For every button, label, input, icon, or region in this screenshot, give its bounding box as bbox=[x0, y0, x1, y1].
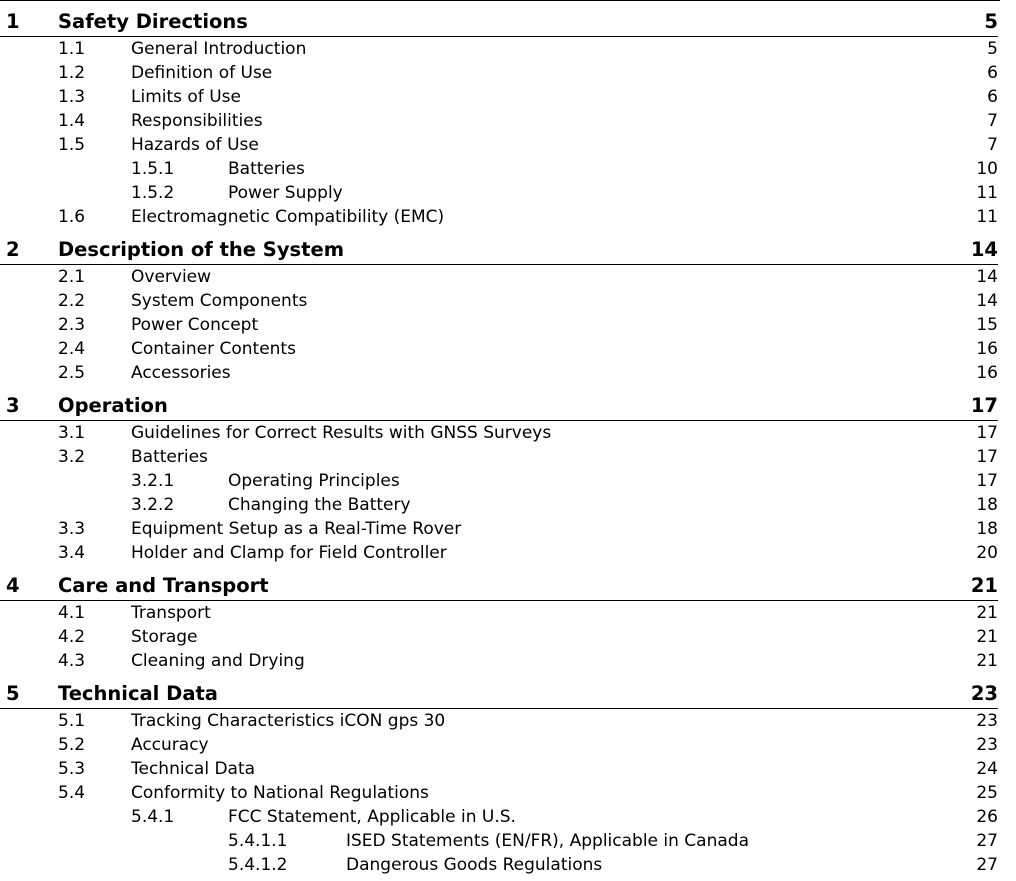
toc-entry-page: 23 bbox=[976, 735, 998, 755]
toc-entry-number: 2.4 bbox=[58, 339, 86, 359]
toc-chapter-entry[interactable] bbox=[0, 574, 1000, 601]
toc-entry-number: 4.2 bbox=[58, 627, 86, 647]
toc-section-entry[interactable] bbox=[0, 445, 1000, 469]
toc-entry-title: Storage bbox=[131, 627, 198, 647]
toc-entry-number: 3.3 bbox=[58, 519, 86, 539]
toc-entry-title: FCC Statement, Applicable in U.S. bbox=[228, 807, 516, 827]
toc-entry-page: 26 bbox=[976, 807, 998, 827]
toc-entry-page: 7 bbox=[987, 135, 998, 155]
toc-entry-title: System Components bbox=[131, 291, 308, 311]
toc-entry-title: Power Supply bbox=[228, 183, 343, 203]
toc-entry-title: Batteries bbox=[228, 159, 305, 179]
toc-entry-page: 21 bbox=[976, 603, 998, 623]
toc-entry-page: 17 bbox=[976, 423, 998, 443]
toc-entry-title: Care and Transport bbox=[58, 574, 269, 597]
toc-entry-title: General Introduction bbox=[131, 39, 307, 59]
toc-entry-number: 4.1 bbox=[58, 603, 86, 623]
toc-entry-number: 1.6 bbox=[58, 207, 86, 227]
toc-entry-number: 4.3 bbox=[58, 651, 86, 671]
toc-entry-page: 27 bbox=[976, 831, 998, 851]
toc-chapter-entry[interactable] bbox=[0, 238, 1000, 265]
toc-entry-title: Guidelines for Correct Results with GNSS Surveys bbox=[131, 423, 552, 443]
toc-section-entry[interactable] bbox=[0, 337, 1000, 361]
toc-entry-title: Definition of Use bbox=[131, 63, 273, 83]
toc-section-entry[interactable] bbox=[0, 733, 1000, 757]
toc-entry-title: Overview bbox=[131, 267, 212, 287]
toc-entry-number: 3.2.2 bbox=[131, 495, 175, 515]
toc-entry-title: Hazards of Use bbox=[131, 135, 259, 155]
toc-entry-title: Electromagnetic Compatibility (EMC) bbox=[131, 207, 445, 227]
toc-entry-number: 2.1 bbox=[58, 267, 86, 287]
toc-entry-number: 1.5 bbox=[58, 135, 86, 155]
toc-section-entry[interactable] bbox=[0, 829, 1000, 853]
toc-section-entry[interactable] bbox=[0, 709, 1000, 733]
toc-section-entry[interactable] bbox=[0, 601, 1000, 625]
toc-entry-page: 23 bbox=[976, 711, 998, 731]
toc-entry-number: 5.4 bbox=[58, 783, 86, 803]
toc-entry-title: Description of the System bbox=[58, 238, 345, 261]
toc-entry-number: 3.4 bbox=[58, 543, 86, 563]
toc-entry-page: 15 bbox=[976, 315, 998, 335]
toc-entry-page: 11 bbox=[976, 183, 998, 203]
toc-section-entry[interactable] bbox=[0, 265, 1000, 289]
toc-entry-title: Tracking Characteristics iCON gps 30 bbox=[131, 711, 446, 731]
toc-section-entry[interactable] bbox=[0, 757, 1000, 781]
toc-section-entry[interactable] bbox=[0, 493, 1000, 517]
toc-entry-title: Equipment Setup as a Real-Time Rover bbox=[131, 519, 462, 539]
toc-entry-number: 2.3 bbox=[58, 315, 86, 335]
toc-section-entry[interactable] bbox=[0, 181, 1000, 205]
toc-entry-number: 3.1 bbox=[58, 423, 86, 443]
toc-chapter-entry[interactable] bbox=[0, 682, 1000, 709]
toc-entry-page: 18 bbox=[976, 519, 998, 539]
toc-entry-page: 23 bbox=[970, 682, 998, 705]
toc-entry-number: 2 bbox=[6, 238, 20, 261]
toc-entry-title: Power Concept bbox=[131, 315, 259, 335]
toc-section-entry[interactable] bbox=[0, 37, 1000, 61]
toc-entry-number: 1.5.2 bbox=[131, 183, 175, 203]
toc-section-entry[interactable] bbox=[0, 805, 1000, 829]
toc-entry-page: 17 bbox=[976, 471, 998, 491]
toc-entry-page: 16 bbox=[976, 363, 998, 383]
toc-entry-title: Operating Principles bbox=[228, 471, 400, 491]
toc-section-entry[interactable] bbox=[0, 133, 1000, 157]
toc-entry-title: ISED Statements (EN/FR), Applicable in Canada bbox=[346, 831, 749, 851]
toc-chapter-entry[interactable] bbox=[0, 10, 1000, 37]
toc-entry-page: 17 bbox=[976, 447, 998, 467]
toc-entry-page: 6 bbox=[987, 63, 998, 83]
toc-entry-page: 21 bbox=[976, 627, 998, 647]
toc-section-entry[interactable] bbox=[0, 61, 1000, 85]
toc-entry-title: Changing the Battery bbox=[228, 495, 411, 515]
toc-section-entry[interactable] bbox=[0, 625, 1000, 649]
toc-entry-number: 1.5.1 bbox=[131, 159, 175, 179]
toc-entry-title: Accessories bbox=[131, 363, 231, 383]
toc-section-entry[interactable] bbox=[0, 781, 1000, 805]
toc-entry-title: Technical Data bbox=[58, 682, 218, 705]
toc-entry-title: Holder and Clamp for Field Controller bbox=[131, 543, 447, 563]
toc-entry-title: Conformity to National Regulations bbox=[131, 783, 429, 803]
toc-entry-title: Transport bbox=[131, 603, 211, 623]
toc-entry-number: 5.2 bbox=[58, 735, 86, 755]
toc-entry-title: Technical Data bbox=[131, 759, 256, 779]
toc-entry-page: 16 bbox=[976, 339, 998, 359]
toc-entry-page: 7 bbox=[987, 111, 998, 131]
toc-entry-number: 1.1 bbox=[58, 39, 86, 59]
toc-entry-number: 2.2 bbox=[58, 291, 86, 311]
toc-entry-page: 11 bbox=[976, 207, 998, 227]
toc-section-entry[interactable] bbox=[0, 421, 1000, 445]
toc-entry-number: 5.4.1 bbox=[131, 807, 175, 827]
toc-section-entry[interactable] bbox=[0, 469, 1000, 493]
toc-entry-number: 1 bbox=[6, 10, 20, 33]
toc-entry-number: 3 bbox=[6, 394, 20, 417]
toc-section-entry[interactable] bbox=[0, 361, 1000, 385]
toc-entry-page: 27 bbox=[976, 855, 998, 875]
toc-section-entry[interactable] bbox=[0, 541, 1000, 565]
toc-entry-title: Operation bbox=[58, 394, 168, 417]
toc-entry-number: 5 bbox=[6, 682, 20, 705]
toc-entry-page: 10 bbox=[976, 159, 998, 179]
toc-entry-title: Container Contents bbox=[131, 339, 296, 359]
toc-entry-number: 3.2 bbox=[58, 447, 86, 467]
toc-entry-number: 2.5 bbox=[58, 363, 86, 383]
toc-entry-number: 5.4.1.2 bbox=[228, 855, 288, 875]
toc-entry-page: 20 bbox=[976, 543, 998, 563]
toc-section-entry[interactable] bbox=[0, 649, 1000, 673]
toc-entry-page: 25 bbox=[976, 783, 998, 803]
toc-entry-page: 21 bbox=[970, 574, 998, 597]
toc-entry-page: 6 bbox=[987, 87, 998, 107]
toc-section-entry[interactable] bbox=[0, 517, 1000, 541]
toc-entry-page: 17 bbox=[970, 394, 998, 417]
toc-entry-number: 3.2.1 bbox=[131, 471, 175, 491]
toc-entry-number: 1.3 bbox=[58, 87, 86, 107]
toc-entry-title: Responsibilities bbox=[131, 111, 263, 131]
toc-entry-title: Dangerous Goods Regulations bbox=[346, 855, 603, 875]
toc-entry-page: 14 bbox=[976, 267, 998, 287]
toc-section-entry[interactable] bbox=[0, 853, 1000, 877]
toc-entry-title: Limits of Use bbox=[131, 87, 241, 107]
toc-entry-number: 1.4 bbox=[58, 111, 86, 131]
toc-entry-number: 5.4.1.1 bbox=[228, 831, 288, 851]
toc-chapter-entry[interactable] bbox=[0, 394, 1000, 421]
toc-section-entry[interactable] bbox=[0, 205, 1000, 229]
toc-entry-title: Cleaning and Drying bbox=[131, 651, 305, 671]
toc-entry-number: 4 bbox=[6, 574, 20, 597]
toc-section-entry[interactable] bbox=[0, 157, 1000, 181]
toc-section-entry[interactable] bbox=[0, 109, 1000, 133]
toc-section-entry[interactable] bbox=[0, 85, 1000, 109]
toc-section-entry[interactable] bbox=[0, 289, 1000, 313]
toc-section-entry[interactable] bbox=[0, 313, 1000, 337]
toc-entry-page: 21 bbox=[976, 651, 998, 671]
toc-entry-page: 5 bbox=[987, 39, 998, 59]
toc-entry-page: 24 bbox=[976, 759, 998, 779]
toc-entry-page: 18 bbox=[976, 495, 998, 515]
toc-entry-number: 1.2 bbox=[58, 63, 86, 83]
toc-entry-page: 14 bbox=[976, 291, 998, 311]
toc-entry-title: Safety Directions bbox=[58, 10, 248, 33]
toc-entry-title: Batteries bbox=[131, 447, 208, 467]
top-rule bbox=[0, 0, 1000, 1]
toc-entry-page: 14 bbox=[970, 238, 998, 261]
toc-entry-number: 5.1 bbox=[58, 711, 86, 731]
toc-entry-page: 5 bbox=[984, 10, 998, 33]
toc-entry-title: Accuracy bbox=[131, 735, 209, 755]
toc-entry-number: 5.3 bbox=[58, 759, 86, 779]
